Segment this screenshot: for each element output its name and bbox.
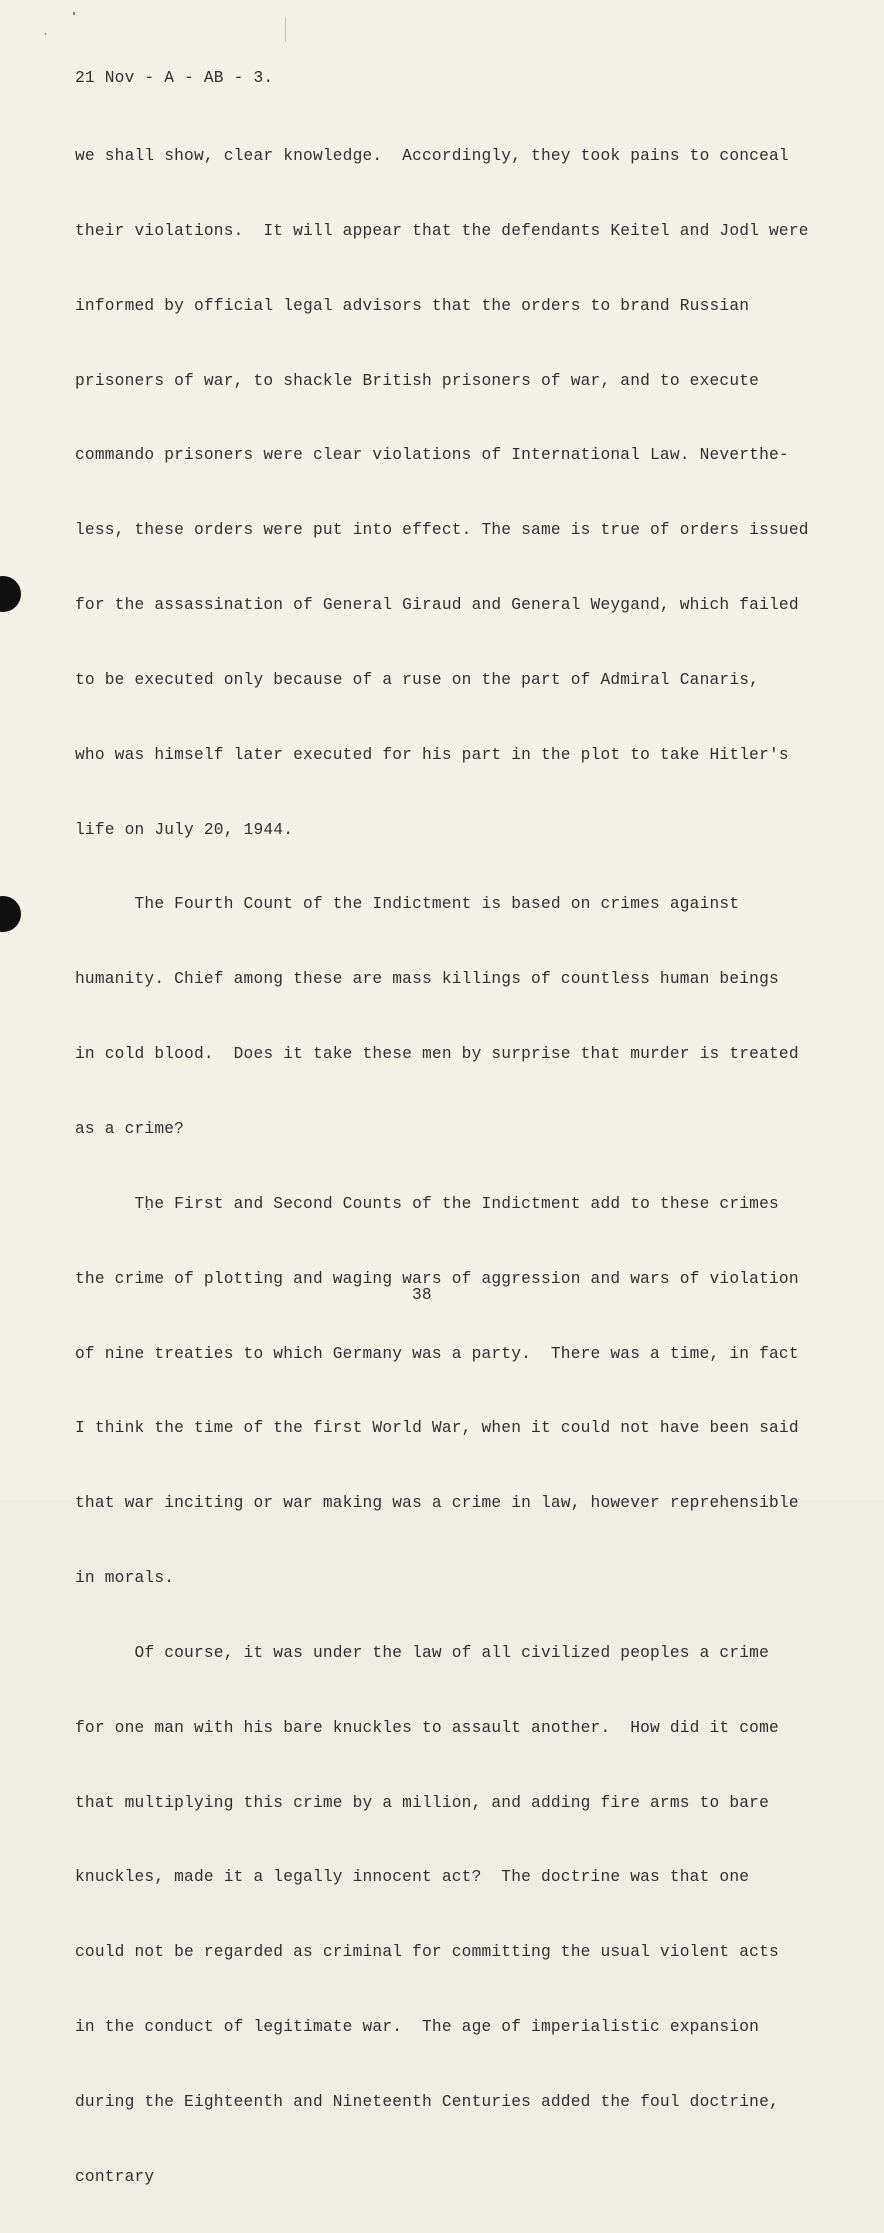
text-line: that war inciting or war making was a crime in law, however reprehensible [75, 1494, 799, 1513]
text-line: in morals. [75, 1569, 175, 1588]
text-line: in cold blood. Does it take these men by surprise that murder is treated [75, 1045, 799, 1064]
text-line: The First and Second Counts of the Indictment add to these crimes [75, 1194, 779, 1213]
text-line: informed by official legal advisors that the orders to brand Russian [75, 296, 750, 315]
page-header: 21 Nov - A - AB - 3. [75, 69, 274, 87]
text-line: prisoners of war, to shackle British prisoners of war, and to execute [75, 371, 760, 390]
text-line: less, these orders were put into effect. The same is true of orders issued [75, 521, 809, 540]
text-line: to be executed only because of a ruse on the part of Admiral Canaris, [75, 670, 760, 689]
text-line: humanity. Chief among these are mass killings of countless human beings [75, 970, 779, 989]
text-line: Of course, it was under the law of all civilized peoples a crime [75, 1643, 769, 1662]
text-line: who was himself later executed for his part in the plot to take Hitler's [75, 745, 789, 764]
paper-speck [73, 12, 75, 15]
body-text [75, 101, 835, 2233]
text-line: as a crime? [75, 1119, 185, 1138]
text-line: we shall show, clear knowledge. Accordingly, they took pains to conceal [75, 147, 789, 165]
text-line: that multiplying this crime by a million, and adding fire arms to bare [75, 1793, 769, 1812]
text-line: during the Eighteenth and Nineteenth Centuries added the foul doctrine, [75, 2092, 779, 2111]
text-line: for the assassination of General Giraud and General Weygand, which failed [75, 596, 799, 615]
punch-hole [0, 896, 21, 932]
text-line: life on July 20, 1944. [75, 820, 294, 839]
text-line: their violations. It will appear that the defendants Keitel and Jodl were [75, 221, 809, 240]
text-line: contrary [75, 2167, 155, 2186]
paper-speck [45, 33, 46, 35]
paper-speck [285, 18, 286, 42]
text-line: for one man with his bare knuckles to assault another. How did it come [75, 1718, 779, 1737]
text-line: in the conduct of legitimate war. The age of imperialistic expansion [75, 2018, 760, 2037]
text-line: commando prisoners were clear violations of International Law. Neverthe- [75, 446, 789, 465]
page-number: 38 [412, 1286, 432, 1304]
text-line: could not be regarded as criminal for committing the usual violent acts [75, 1943, 779, 1962]
text-line: I think the time of the first World War, when it could not have been said [75, 1419, 799, 1438]
text-line: of nine treaties to which Germany was a party. There was a time, in fact [75, 1344, 799, 1363]
text-line: the crime of plotting and waging wars of aggression and wars of violation [75, 1269, 799, 1288]
text-line: knuckles, made it a legally innocent act? The doctrine was that one [75, 1868, 750, 1887]
punch-hole [0, 576, 21, 612]
text-line: The Fourth Count of the Indictment is based on crimes against [75, 895, 740, 914]
